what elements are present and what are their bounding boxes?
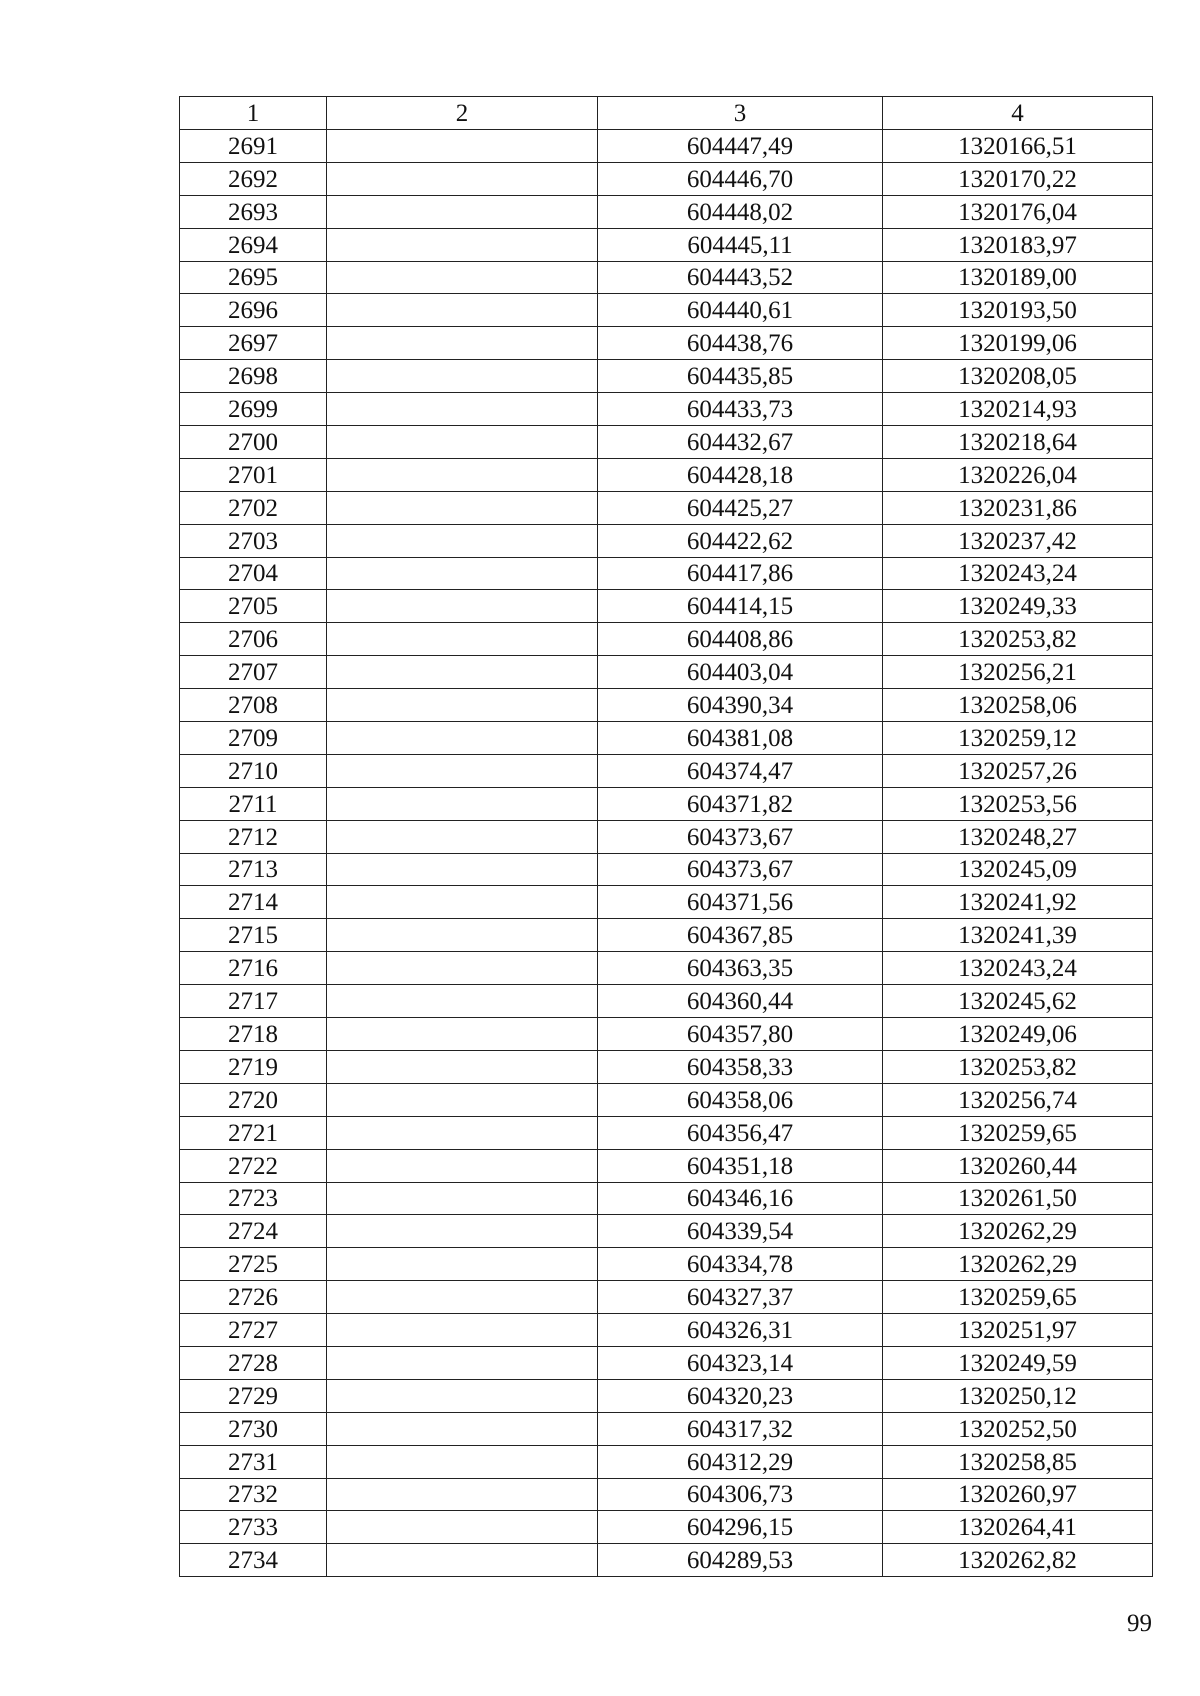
table-cell-col-2 (327, 426, 598, 459)
table-cell-col-2 (327, 360, 598, 393)
table-cell-col-3: 604312,29 (598, 1445, 883, 1478)
table-cell-col-2 (327, 327, 598, 360)
column-header-4: 4 (883, 97, 1153, 130)
table-cell-col-1: 2724 (180, 1215, 327, 1248)
table-cell-col-2 (327, 1379, 598, 1412)
table-row (180, 1379, 1153, 1412)
table-cell-col-2 (327, 722, 598, 755)
table-cell-col-4: 1320176,04 (883, 195, 1153, 228)
table-cell-col-2 (327, 590, 598, 623)
column-header-3: 3 (598, 97, 883, 130)
table-cell-col-2 (327, 228, 598, 261)
table-row (180, 1281, 1153, 1314)
table-cell-col-1: 2714 (180, 886, 327, 919)
table-cell-col-1: 2694 (180, 228, 327, 261)
table-cell-col-4: 1320193,50 (883, 294, 1153, 327)
table-cell-col-2 (327, 1248, 598, 1281)
table-cell-col-3: 604414,15 (598, 590, 883, 623)
table-cell-col-4: 1320261,50 (883, 1182, 1153, 1215)
table-row (180, 1116, 1153, 1149)
table-cell-col-1: 2698 (180, 360, 327, 393)
table-row (180, 1445, 1153, 1478)
table-row (180, 1314, 1153, 1347)
table-cell-col-1: 2731 (180, 1445, 327, 1478)
table-cell-col-1: 2707 (180, 656, 327, 689)
table-cell-col-2 (327, 787, 598, 820)
table-cell-col-2 (327, 1018, 598, 1051)
table-row (180, 1050, 1153, 1083)
table-cell-col-4: 1320214,93 (883, 393, 1153, 426)
table-cell-col-4: 1320241,39 (883, 919, 1153, 952)
table-row (180, 1149, 1153, 1182)
table-cell-col-1: 2734 (180, 1544, 327, 1577)
table-cell-col-4: 1320262,29 (883, 1215, 1153, 1248)
table-cell-col-3: 604373,67 (598, 820, 883, 853)
table-row (180, 1182, 1153, 1215)
table-cell-col-4: 1320251,97 (883, 1314, 1153, 1347)
table-cell-col-4: 1320226,04 (883, 458, 1153, 491)
table-row (180, 1412, 1153, 1445)
table-cell-col-1: 2701 (180, 458, 327, 491)
table-row (180, 623, 1153, 656)
table-cell-col-4: 1320256,74 (883, 1083, 1153, 1116)
table-cell-col-1: 2732 (180, 1478, 327, 1511)
table-cell-col-3: 604371,82 (598, 787, 883, 820)
table-cell-col-3: 604356,47 (598, 1116, 883, 1149)
table-row (180, 590, 1153, 623)
column-header-2: 2 (327, 97, 598, 130)
table-cell-col-2 (327, 1050, 598, 1083)
table-cell-col-3: 604367,85 (598, 919, 883, 952)
column-header-1: 1 (180, 97, 327, 130)
table-cell-col-3: 604346,16 (598, 1182, 883, 1215)
table-cell-col-2 (327, 130, 598, 163)
table-row (180, 327, 1153, 360)
table-row (180, 294, 1153, 327)
table-cell-col-3: 604443,52 (598, 261, 883, 294)
table-row (180, 162, 1153, 195)
table-cell-col-3: 604438,76 (598, 327, 883, 360)
table-cell-col-2 (327, 886, 598, 919)
table-cell-col-3: 604363,35 (598, 952, 883, 985)
table-row (180, 426, 1153, 459)
table-cell-col-3: 604326,31 (598, 1314, 883, 1347)
table-cell-col-1: 2730 (180, 1412, 327, 1445)
table-cell-col-2 (327, 853, 598, 886)
table-cell-col-1: 2721 (180, 1116, 327, 1149)
table-cell-col-3: 604334,78 (598, 1248, 883, 1281)
table-cell-col-1: 2717 (180, 985, 327, 1018)
table-cell-col-2 (327, 491, 598, 524)
table-cell-col-3: 604371,56 (598, 886, 883, 919)
table-cell-col-2 (327, 524, 598, 557)
table-cell-col-4: 1320260,44 (883, 1149, 1153, 1182)
table-cell-col-3: 604351,18 (598, 1149, 883, 1182)
table-cell-col-2 (327, 1182, 598, 1215)
table-row (180, 261, 1153, 294)
table-cell-col-4: 1320183,97 (883, 228, 1153, 261)
table-cell-col-3: 604306,73 (598, 1478, 883, 1511)
table-cell-col-4: 1320249,33 (883, 590, 1153, 623)
table-cell-col-4: 1320260,97 (883, 1478, 1153, 1511)
table-cell-col-2 (327, 294, 598, 327)
table-cell-col-3: 604422,62 (598, 524, 883, 557)
table-cell-col-1: 2712 (180, 820, 327, 853)
table-row (180, 524, 1153, 557)
table-row (180, 689, 1153, 722)
table-cell-col-4: 1320218,64 (883, 426, 1153, 459)
table-cell-col-3: 604432,67 (598, 426, 883, 459)
table-cell-col-1: 2708 (180, 689, 327, 722)
page-number: 99 (1127, 1610, 1152, 1637)
table-cell-col-2 (327, 557, 598, 590)
table-row (180, 1215, 1153, 1248)
table-row (180, 491, 1153, 524)
table-row (180, 458, 1153, 491)
table-cell-col-4: 1320199,06 (883, 327, 1153, 360)
table-cell-col-3: 604360,44 (598, 985, 883, 1018)
table-cell-col-1: 2709 (180, 722, 327, 755)
table-cell-col-1: 2722 (180, 1149, 327, 1182)
table-cell-col-3: 604323,14 (598, 1346, 883, 1379)
table-row (180, 1018, 1153, 1051)
table-cell-col-2 (327, 1478, 598, 1511)
table-cell-col-4: 1320231,86 (883, 491, 1153, 524)
table-cell-col-3: 604448,02 (598, 195, 883, 228)
table-cell-col-3: 604317,32 (598, 1412, 883, 1445)
table-cell-col-4: 1320253,56 (883, 787, 1153, 820)
table-cell-col-2 (327, 1215, 598, 1248)
table-row (180, 557, 1153, 590)
table-cell-col-2 (327, 820, 598, 853)
table-cell-col-2 (327, 623, 598, 656)
table-cell-col-1: 2716 (180, 952, 327, 985)
table-cell-col-1: 2720 (180, 1083, 327, 1116)
table-cell-col-1: 2719 (180, 1050, 327, 1083)
table-cell-col-1: 2713 (180, 853, 327, 886)
table-cell-col-2 (327, 1412, 598, 1445)
table-cell-col-2 (327, 1511, 598, 1544)
table-cell-col-1: 2697 (180, 327, 327, 360)
table-row (180, 195, 1153, 228)
table-cell-col-4: 1320259,65 (883, 1281, 1153, 1314)
table-cell-col-2 (327, 689, 598, 722)
table-cell-col-1: 2728 (180, 1346, 327, 1379)
table-cell-col-1: 2733 (180, 1511, 327, 1544)
table-cell-col-3: 604433,73 (598, 393, 883, 426)
table-row (180, 393, 1153, 426)
table-row (180, 1544, 1153, 1577)
table-cell-col-4: 1320248,27 (883, 820, 1153, 853)
table-cell-col-1: 2715 (180, 919, 327, 952)
table-cell-col-4: 1320257,26 (883, 754, 1153, 787)
table-cell-col-3: 604408,86 (598, 623, 883, 656)
table-cell-col-4: 1320259,12 (883, 722, 1153, 755)
table-cell-col-2 (327, 393, 598, 426)
table-row (180, 820, 1153, 853)
table-cell-col-4: 1320250,12 (883, 1379, 1153, 1412)
table-cell-col-3: 604447,49 (598, 130, 883, 163)
table-cell-col-3: 604327,37 (598, 1281, 883, 1314)
table-cell-col-4: 1320237,42 (883, 524, 1153, 557)
table-cell-col-1: 2723 (180, 1182, 327, 1215)
table-cell-col-1: 2702 (180, 491, 327, 524)
table-cell-col-1: 2703 (180, 524, 327, 557)
table-row (180, 1346, 1153, 1379)
table-cell-col-1: 2726 (180, 1281, 327, 1314)
table-row (180, 952, 1153, 985)
table-row (180, 1083, 1153, 1116)
table-cell-col-2 (327, 1083, 598, 1116)
table-cell-col-3: 604403,04 (598, 656, 883, 689)
table-cell-col-4: 1320243,24 (883, 952, 1153, 985)
table-cell-col-2 (327, 754, 598, 787)
table-body (180, 130, 1153, 1577)
table-cell-col-4: 1320166,51 (883, 130, 1153, 163)
table-cell-col-2 (327, 1346, 598, 1379)
table-cell-col-2 (327, 261, 598, 294)
table-cell-col-3: 604373,67 (598, 853, 883, 886)
table-cell-col-3: 604446,70 (598, 162, 883, 195)
table-cell-col-4: 1320256,21 (883, 656, 1153, 689)
table-cell-col-4: 1320253,82 (883, 1050, 1153, 1083)
table-cell-col-1: 2704 (180, 557, 327, 590)
table-cell-col-3: 604417,86 (598, 557, 883, 590)
table-cell-col-4: 1320262,82 (883, 1544, 1153, 1577)
table-cell-col-2 (327, 1544, 598, 1577)
table-row (180, 787, 1153, 820)
table-cell-col-4: 1320264,41 (883, 1511, 1153, 1544)
table-cell-col-3: 604358,33 (598, 1050, 883, 1083)
table-cell-col-4: 1320249,06 (883, 1018, 1153, 1051)
table-cell-col-3: 604320,23 (598, 1379, 883, 1412)
table-cell-col-3: 604381,08 (598, 722, 883, 755)
table-cell-col-4: 1320253,82 (883, 623, 1153, 656)
table-cell-col-4: 1320245,09 (883, 853, 1153, 886)
table-cell-col-4: 1320241,92 (883, 886, 1153, 919)
table-cell-col-3: 604440,61 (598, 294, 883, 327)
table-cell-col-2 (327, 1116, 598, 1149)
table-cell-col-1: 2699 (180, 393, 327, 426)
table-cell-col-2 (327, 195, 598, 228)
table-cell-col-1: 2705 (180, 590, 327, 623)
table-row (180, 1511, 1153, 1544)
table-cell-col-2 (327, 985, 598, 1018)
table-row (180, 656, 1153, 689)
table-row (180, 1248, 1153, 1281)
table-row (180, 853, 1153, 886)
table-cell-col-2 (327, 1445, 598, 1478)
table-cell-col-3: 604428,18 (598, 458, 883, 491)
table-cell-col-4: 1320170,22 (883, 162, 1153, 195)
table-cell-col-2 (327, 656, 598, 689)
table-cell-col-1: 2706 (180, 623, 327, 656)
table-row (180, 722, 1153, 755)
table-cell-col-4: 1320245,62 (883, 985, 1153, 1018)
table-cell-col-3: 604445,11 (598, 228, 883, 261)
table-row (180, 228, 1153, 261)
table-cell-col-3: 604358,06 (598, 1083, 883, 1116)
table-row (180, 360, 1153, 393)
table-cell-col-3: 604374,47 (598, 754, 883, 787)
table-row (180, 754, 1153, 787)
table-header-row (180, 97, 1153, 130)
table-cell-col-1: 2700 (180, 426, 327, 459)
table-cell-col-1: 2691 (180, 130, 327, 163)
table-cell-col-1: 2695 (180, 261, 327, 294)
table-cell-col-2 (327, 952, 598, 985)
table-cell-col-3: 604435,85 (598, 360, 883, 393)
table-cell-col-3: 604357,80 (598, 1018, 883, 1051)
table-cell-col-2 (327, 1281, 598, 1314)
table-row (180, 1478, 1153, 1511)
table-cell-col-1: 2692 (180, 162, 327, 195)
table-cell-col-4: 1320252,50 (883, 1412, 1153, 1445)
table-row (180, 886, 1153, 919)
table-cell-col-1: 2696 (180, 294, 327, 327)
table-cell-col-3: 604289,53 (598, 1544, 883, 1577)
table-cell-col-3: 604339,54 (598, 1215, 883, 1248)
table-cell-col-1: 2693 (180, 195, 327, 228)
table-cell-col-2 (327, 458, 598, 491)
table-row (180, 130, 1153, 163)
table-cell-col-4: 1320243,24 (883, 557, 1153, 590)
table-cell-col-2 (327, 1149, 598, 1182)
coordinates-table (179, 96, 1153, 1577)
table-cell-col-3: 604296,15 (598, 1511, 883, 1544)
table-cell-col-4: 1320259,65 (883, 1116, 1153, 1149)
table-cell-col-1: 2718 (180, 1018, 327, 1051)
table-row (180, 985, 1153, 1018)
table-cell-col-3: 604390,34 (598, 689, 883, 722)
table-cell-col-4: 1320258,06 (883, 689, 1153, 722)
table-cell-col-4: 1320258,85 (883, 1445, 1153, 1478)
table-cell-col-2 (327, 919, 598, 952)
table-cell-col-1: 2725 (180, 1248, 327, 1281)
table-cell-col-4: 1320189,00 (883, 261, 1153, 294)
table-cell-col-2 (327, 162, 598, 195)
table-cell-col-1: 2711 (180, 787, 327, 820)
table-cell-col-1: 2710 (180, 754, 327, 787)
table-cell-col-4: 1320249,59 (883, 1346, 1153, 1379)
table-cell-col-1: 2727 (180, 1314, 327, 1347)
table-row (180, 919, 1153, 952)
table-cell-col-1: 2729 (180, 1379, 327, 1412)
table-cell-col-3: 604425,27 (598, 491, 883, 524)
table-cell-col-4: 1320208,05 (883, 360, 1153, 393)
table-cell-col-2 (327, 1314, 598, 1347)
table-cell-col-4: 1320262,29 (883, 1248, 1153, 1281)
